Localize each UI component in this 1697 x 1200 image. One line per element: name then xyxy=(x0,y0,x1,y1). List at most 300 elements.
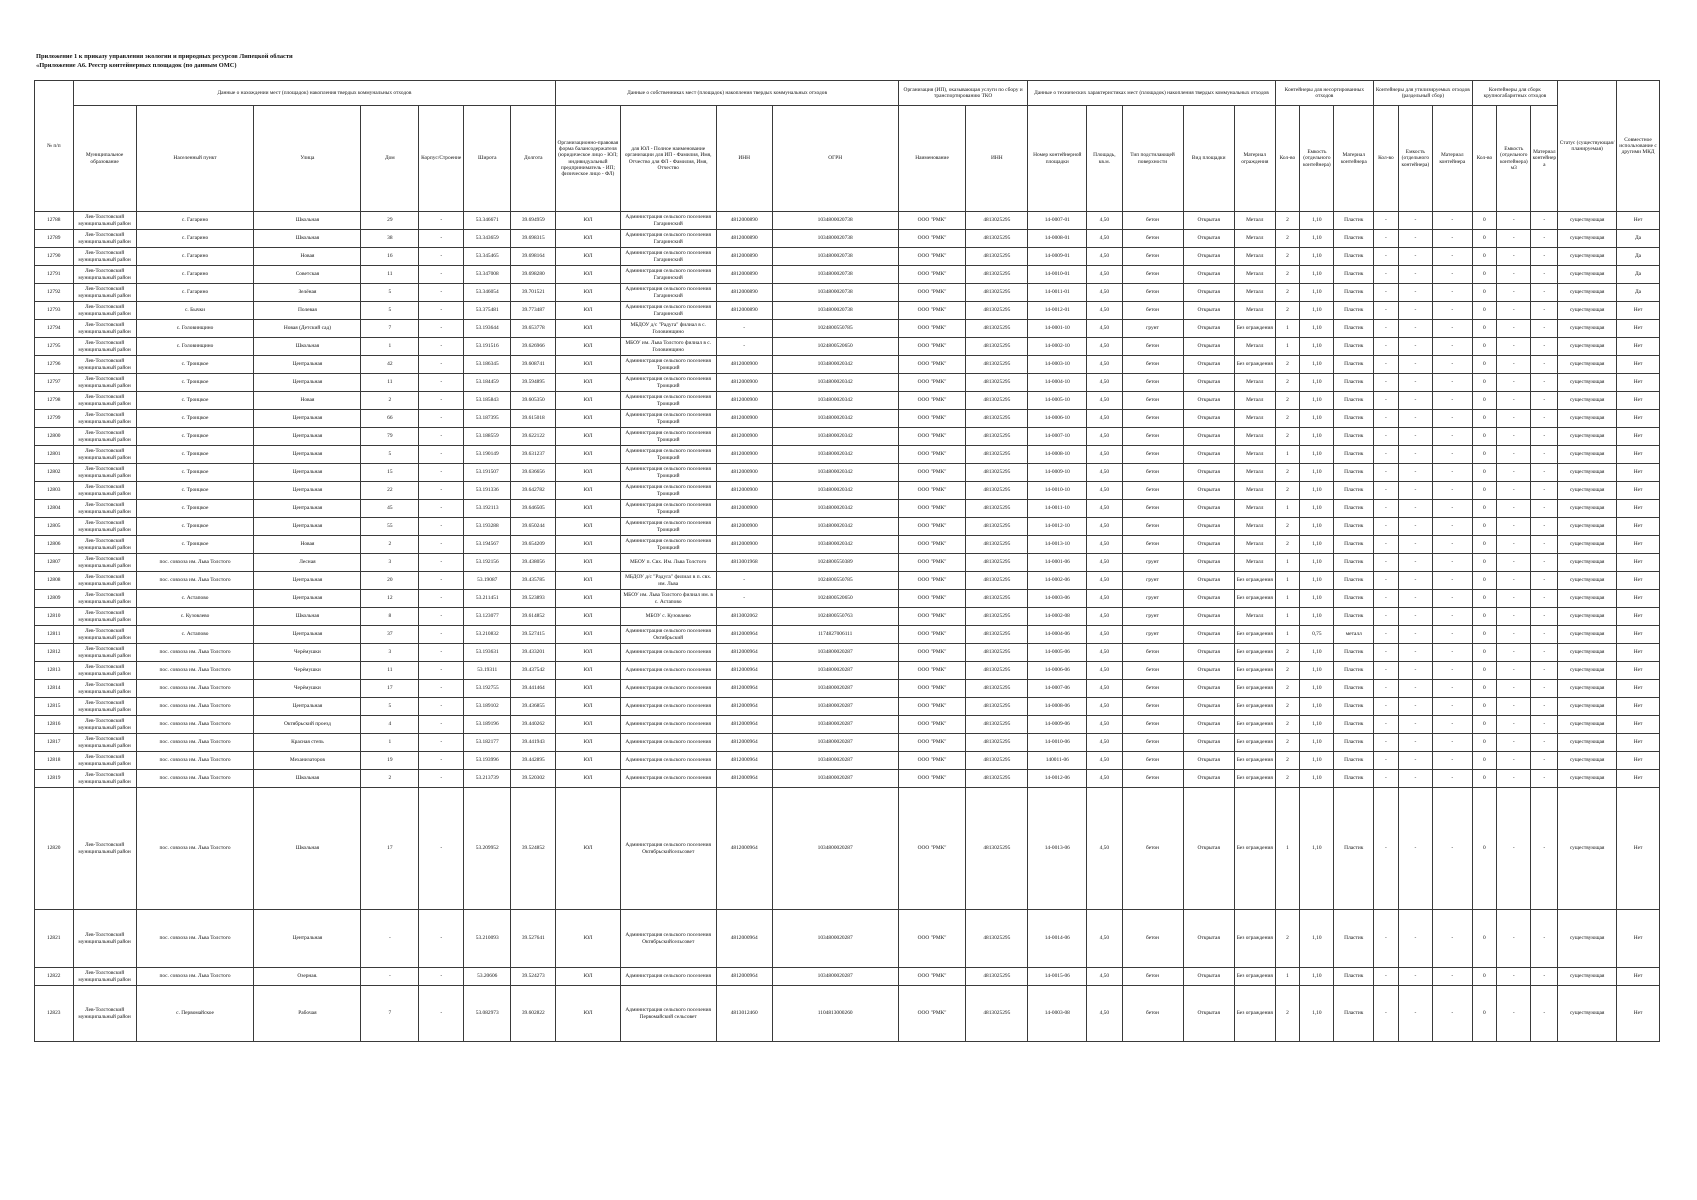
cell-longitude: 39.650244 xyxy=(511,518,556,536)
cell-owner-name: Администрация сельского поселения Троицкий xyxy=(620,410,716,428)
cell-owner-name: Администрация сельского поселения xyxy=(620,644,716,662)
cell-c1-material: Пластик xyxy=(1334,266,1374,284)
cell-c1-volume: 1,10 xyxy=(1300,554,1334,572)
cell-org-inn: 4813025295 xyxy=(966,788,1028,910)
cell-c1-material: Пластик xyxy=(1334,536,1374,554)
group-owners: Данные о собственниках мест (площадок) накопления твердых коммунальных отходов xyxy=(556,81,899,106)
cell-site-type: Открытая xyxy=(1183,428,1234,446)
cell-shared: Нет xyxy=(1617,392,1660,410)
cell-owner-name: Администрация сельского поселения Первомайский сельсовет xyxy=(620,986,716,1042)
cell-owner-name: Администрация сельского поселения Троицкий xyxy=(620,446,716,464)
table-row xyxy=(35,248,1660,266)
group-tech: Данные о технических характеристиках мест (площадок) накопления твердых коммунальных отходов xyxy=(1028,81,1275,106)
cell-surface: бетон xyxy=(1122,788,1183,910)
cell-c3-material: - xyxy=(1531,752,1558,770)
cell-row-number: 12813 xyxy=(35,662,74,680)
cell-c2-count: - xyxy=(1374,788,1399,910)
cell-c3-count: 0 xyxy=(1472,518,1497,536)
cell-org-name: ООО "РМК" xyxy=(898,554,965,572)
cell-c3-count: 0 xyxy=(1472,392,1497,410)
table-row xyxy=(35,356,1660,374)
cell-c2-material: - xyxy=(1432,644,1472,662)
cell-row-number: 12823 xyxy=(35,986,74,1042)
cell-owner-name: Администрация сельского поселения xyxy=(620,770,716,788)
cell-c2-volume: - xyxy=(1398,986,1432,1042)
cell-c2-count: - xyxy=(1374,752,1399,770)
cell-municipality: Лев-Толстовский муниципальный район xyxy=(73,698,136,716)
cell-building: - xyxy=(419,536,464,554)
cell-c1-volume: 1,10 xyxy=(1300,770,1334,788)
cell-site-number: 14-0012-01 xyxy=(1028,302,1087,320)
cell-ogrn: 1034800020287 xyxy=(772,788,898,910)
cell-settlement: с. Гагарино xyxy=(136,248,254,266)
cell-c1-material: Пластик xyxy=(1334,968,1374,986)
cell-row-number: 12812 xyxy=(35,644,74,662)
cell-area: 4,50 xyxy=(1087,464,1122,482)
cell-site-number: 14-0007-01 xyxy=(1028,212,1087,230)
cell-row-number: 12795 xyxy=(35,338,74,356)
cell-c1-material: Пластик xyxy=(1334,410,1374,428)
cell-c2-volume: - xyxy=(1398,662,1432,680)
cell-status: существующая xyxy=(1558,910,1617,968)
cell-c3-count: 0 xyxy=(1472,266,1497,284)
group-location: Данные о нахождении мест (площадок) накопления твердых коммунальных отходов xyxy=(73,81,556,106)
cell-c1-material: Пластик xyxy=(1334,662,1374,680)
cell-settlement: с. Первомайское xyxy=(136,986,254,1042)
cell-area: 4,50 xyxy=(1087,554,1122,572)
cell-org-name: ООО "РМК" xyxy=(898,302,965,320)
cell-area: 4,50 xyxy=(1087,968,1122,986)
cell-municipality: Лев-Толстовский муниципальный район xyxy=(73,284,136,302)
cell-building: - xyxy=(419,266,464,284)
cell-c2-material: - xyxy=(1432,284,1472,302)
cell-street: Центральная xyxy=(254,356,361,374)
cell-ogrn: 1024800550785 xyxy=(772,320,898,338)
cell-c1-volume: 1,10 xyxy=(1300,968,1334,986)
cell-ogrn: 1034800020342 xyxy=(772,428,898,446)
cell-street: Черёмушки xyxy=(254,662,361,680)
cell-area: 4,50 xyxy=(1087,734,1122,752)
cell-c1-volume: 1,10 xyxy=(1300,590,1334,608)
cell-fence-material: Металл xyxy=(1234,392,1275,410)
cell-row-number: 12806 xyxy=(35,536,74,554)
cell-c3-count: 0 xyxy=(1472,428,1497,446)
cell-site-number: 14-0005-10 xyxy=(1028,392,1087,410)
cell-surface: бетон xyxy=(1122,338,1183,356)
cell-street: Центральная xyxy=(254,910,361,968)
cell-owner-name: Администрация сельского поселения Троицкий xyxy=(620,356,716,374)
cell-owner-name: Администрация сельского поселения Троицкий xyxy=(620,482,716,500)
cell-surface: бетон xyxy=(1122,212,1183,230)
cell-site-number: 14-0009-01 xyxy=(1028,248,1087,266)
cell-c2-material: - xyxy=(1432,482,1472,500)
cell-settlement: с. Троицкое xyxy=(136,410,254,428)
cell-municipality: Лев-Толстовский муниципальный район xyxy=(73,266,136,284)
cell-c3-volume: - xyxy=(1497,788,1531,910)
cell-ogrn: 1024800520650 xyxy=(772,590,898,608)
cell-longitude: 39.524852 xyxy=(511,788,556,910)
cell-c1-material: Пластик xyxy=(1334,320,1374,338)
cell-latitude: 53.191336 xyxy=(464,482,511,500)
cell-c1-count: 2 xyxy=(1275,986,1300,1042)
cell-ogrn: 1034800020342 xyxy=(772,446,898,464)
cell-site-number: 14-0010-10 xyxy=(1028,482,1087,500)
cell-status: существующая xyxy=(1558,752,1617,770)
cell-c1-count: 2 xyxy=(1275,536,1300,554)
cell-c3-material: - xyxy=(1531,518,1558,536)
cell-status: существующая xyxy=(1558,986,1617,1042)
cell-municipality: Лев-Толстовский муниципальный район xyxy=(73,662,136,680)
cell-owner-name: Администрация сельского поселения Октябрьскийсельсовет xyxy=(620,788,716,910)
cell-legal-form: ЮЛ xyxy=(556,500,620,518)
cell-settlement: пос. совхоза им. Льва Толстого xyxy=(136,752,254,770)
cell-surface: грунт xyxy=(1122,320,1183,338)
cell-building: - xyxy=(419,446,464,464)
cell-house: 7 xyxy=(361,320,419,338)
table-row xyxy=(35,572,1660,590)
cell-row-number: 12820 xyxy=(35,788,74,910)
cell-org-inn: 4813025295 xyxy=(966,986,1028,1042)
cell-fence-material: Без ограждения xyxy=(1234,788,1275,910)
col-c1-volume: Емкость (отдельного контейнера) xyxy=(1300,106,1334,212)
cell-site-number: 14-0004-06 xyxy=(1028,626,1087,644)
cell-area: 4,50 xyxy=(1087,212,1122,230)
cell-c1-material: Пластик xyxy=(1334,644,1374,662)
cell-street: Школьная xyxy=(254,230,361,248)
cell-ogrn: 1034800020342 xyxy=(772,392,898,410)
cell-surface: бетон xyxy=(1122,536,1183,554)
cell-house: 2 xyxy=(361,536,419,554)
cell-surface: бетон xyxy=(1122,698,1183,716)
cell-longitude: 39.698164 xyxy=(511,248,556,266)
cell-org-name: ООО "РМК" xyxy=(898,680,965,698)
cell-shared: Нет xyxy=(1617,428,1660,446)
cell-longitude: 39.441943 xyxy=(511,734,556,752)
cell-legal-form: ЮЛ xyxy=(556,986,620,1042)
cell-inn: 4812000900 xyxy=(716,392,772,410)
cell-shared: Нет xyxy=(1617,662,1660,680)
cell-ogrn: 1034800020342 xyxy=(772,482,898,500)
cell-c3-volume: - xyxy=(1497,500,1531,518)
cell-surface: бетон xyxy=(1122,518,1183,536)
cell-row-number: 12803 xyxy=(35,482,74,500)
cell-longitude: 39.440262 xyxy=(511,716,556,734)
cell-site-number: 14-0007-10 xyxy=(1028,428,1087,446)
cell-house: 19 xyxy=(361,752,419,770)
cell-area: 4,50 xyxy=(1087,518,1122,536)
cell-c3-material: - xyxy=(1531,626,1558,644)
cell-c1-volume: 1,10 xyxy=(1300,608,1334,626)
cell-longitude: 39.433201 xyxy=(511,644,556,662)
cell-fence-material: Металл xyxy=(1234,518,1275,536)
cell-org-inn: 4813025295 xyxy=(966,230,1028,248)
cell-legal-form: ЮЛ xyxy=(556,734,620,752)
cell-fence-material: Без ограждения xyxy=(1234,986,1275,1042)
cell-street: Школьная xyxy=(254,338,361,356)
cell-owner-name: Администрация сельского поселения Гагаринский xyxy=(620,266,716,284)
cell-inn: 4812000900 xyxy=(716,428,772,446)
cell-org-inn: 4813025295 xyxy=(966,968,1028,986)
cell-status: существующая xyxy=(1558,698,1617,716)
cell-house: 22 xyxy=(361,482,419,500)
cell-c3-volume: - xyxy=(1497,482,1531,500)
cell-inn: 4813002062 xyxy=(716,608,772,626)
cell-c2-material: - xyxy=(1432,698,1472,716)
cell-c3-material: - xyxy=(1531,554,1558,572)
cell-c3-count: 0 xyxy=(1472,536,1497,554)
cell-c2-material: - xyxy=(1432,770,1472,788)
cell-ogrn: 1024800520650 xyxy=(772,338,898,356)
cell-c1-count: 2 xyxy=(1275,302,1300,320)
cell-c2-volume: - xyxy=(1398,590,1432,608)
cell-shared: Нет xyxy=(1617,626,1660,644)
cell-house: 1 xyxy=(361,734,419,752)
cell-c2-count: - xyxy=(1374,212,1399,230)
cell-c2-count: - xyxy=(1374,374,1399,392)
cell-street: Центральная xyxy=(254,446,361,464)
cell-shared: Нет xyxy=(1617,464,1660,482)
cell-municipality: Лев-Толстовский муниципальный район xyxy=(73,968,136,986)
cell-fence-material: Металл xyxy=(1234,266,1275,284)
cell-shared: Да xyxy=(1617,284,1660,302)
table-row xyxy=(35,752,1660,770)
cell-c1-volume: 1,10 xyxy=(1300,536,1334,554)
cell-longitude: 39.602822 xyxy=(511,986,556,1042)
cell-c3-count: 0 xyxy=(1472,986,1497,1042)
cell-ogrn: 1034800020342 xyxy=(772,500,898,518)
cell-c2-volume: - xyxy=(1398,248,1432,266)
cell-latitude: 53.19087 xyxy=(464,572,511,590)
cell-building: - xyxy=(419,752,464,770)
cell-c2-material: - xyxy=(1432,356,1472,374)
cell-latitude: 53.182177 xyxy=(464,734,511,752)
cell-row-number: 12790 xyxy=(35,248,74,266)
cell-legal-form: ЮЛ xyxy=(556,230,620,248)
cell-c1-material: Пластик xyxy=(1334,482,1374,500)
cell-c1-material: Пластик xyxy=(1334,788,1374,910)
cell-area: 4,50 xyxy=(1087,410,1122,428)
cell-settlement: с. Троицкое xyxy=(136,356,254,374)
cell-shared: Нет xyxy=(1617,536,1660,554)
cell-c1-volume: 1,10 xyxy=(1300,644,1334,662)
cell-org-name: ООО "РМК" xyxy=(898,320,965,338)
cell-org-inn: 4813025295 xyxy=(966,680,1028,698)
cell-building: - xyxy=(419,680,464,698)
cell-c2-count: - xyxy=(1374,446,1399,464)
cell-site-type: Открытая xyxy=(1183,374,1234,392)
cell-c2-material: - xyxy=(1432,716,1472,734)
cell-latitude: 53.19311 xyxy=(464,662,511,680)
cell-c3-count: 0 xyxy=(1472,446,1497,464)
cell-c3-material: - xyxy=(1531,248,1558,266)
cell-c3-material: - xyxy=(1531,662,1558,680)
cell-inn: 4812000890 xyxy=(716,248,772,266)
cell-status: существующая xyxy=(1558,572,1617,590)
cell-org-name: ООО "РМК" xyxy=(898,410,965,428)
cell-row-number: 12805 xyxy=(35,518,74,536)
cell-inn: - xyxy=(716,590,772,608)
col-fence-material: Материал ограждения xyxy=(1234,106,1275,212)
cell-c2-volume: - xyxy=(1398,716,1432,734)
header-line-1: Приложение 1 к приказу управления экологии и природных ресурсов Липецкой области xyxy=(36,53,293,60)
cell-org-inn: 4813025295 xyxy=(966,734,1028,752)
cell-org-name: ООО "РМК" xyxy=(898,446,965,464)
cell-municipality: Лев-Толстовский муниципальный район xyxy=(73,428,136,446)
cell-c1-count: 2 xyxy=(1275,662,1300,680)
table-row xyxy=(35,338,1660,356)
table-row xyxy=(35,986,1660,1042)
cell-c1-material: Пластик xyxy=(1334,464,1374,482)
cell-site-number: 14-0013-10 xyxy=(1028,536,1087,554)
cell-org-inn: 4813025295 xyxy=(966,572,1028,590)
cell-row-number: 12807 xyxy=(35,554,74,572)
cell-site-number: 14-0008-10 xyxy=(1028,446,1087,464)
cell-c3-material: - xyxy=(1531,464,1558,482)
cell-c2-count: - xyxy=(1374,770,1399,788)
cell-site-number: 14-0014-06 xyxy=(1028,910,1087,968)
cell-c1-material: Пластик xyxy=(1334,230,1374,248)
cell-row-number: 12802 xyxy=(35,464,74,482)
cell-latitude: 53.082973 xyxy=(464,986,511,1042)
cell-org-name: ООО "РМК" xyxy=(898,428,965,446)
cell-site-type: Открытая xyxy=(1183,518,1234,536)
cell-fence-material: Металл xyxy=(1234,500,1275,518)
cell-c2-count: - xyxy=(1374,968,1399,986)
cell-row-number: 12816 xyxy=(35,716,74,734)
cell-inn: 4812000964 xyxy=(716,644,772,662)
cell-c3-volume: - xyxy=(1497,248,1531,266)
cell-c3-count: 0 xyxy=(1472,590,1497,608)
cell-c1-count: 1 xyxy=(1275,446,1300,464)
cell-street: Новая xyxy=(254,248,361,266)
cell-building: - xyxy=(419,284,464,302)
cell-area: 4,50 xyxy=(1087,482,1122,500)
cell-shared: Нет xyxy=(1617,518,1660,536)
cell-house: 2 xyxy=(361,392,419,410)
cell-c3-count: 0 xyxy=(1472,716,1497,734)
cell-org-name: ООО "РМК" xyxy=(898,248,965,266)
cell-c1-volume: 1,10 xyxy=(1300,518,1334,536)
cell-status: существующая xyxy=(1558,284,1617,302)
cell-c2-material: - xyxy=(1432,662,1472,680)
cell-c1-volume: 1,10 xyxy=(1300,464,1334,482)
cell-row-number: 12811 xyxy=(35,626,74,644)
cell-org-inn: 4813025295 xyxy=(966,626,1028,644)
cell-org-name: ООО "РМК" xyxy=(898,590,965,608)
cell-house: 45 xyxy=(361,500,419,518)
registry-table xyxy=(34,80,1660,1042)
table-row xyxy=(35,428,1660,446)
cell-building: - xyxy=(419,356,464,374)
cell-c1-material: Пластик xyxy=(1334,698,1374,716)
cell-municipality: Лев-Толстовский муниципальный район xyxy=(73,770,136,788)
cell-c1-count: 2 xyxy=(1275,698,1300,716)
cell-fence-material: Без ограждения xyxy=(1234,968,1275,986)
cell-shared: Нет xyxy=(1617,644,1660,662)
cell-c2-material: - xyxy=(1432,910,1472,968)
cell-shared: Нет xyxy=(1617,590,1660,608)
cell-owner-name: Администрация сельского поселения xyxy=(620,734,716,752)
cell-row-number: 12815 xyxy=(35,698,74,716)
cell-building: - xyxy=(419,770,464,788)
cell-c1-volume: 1,10 xyxy=(1300,338,1334,356)
cell-longitude: 39.701521 xyxy=(511,284,556,302)
cell-area: 4,50 xyxy=(1087,590,1122,608)
cell-ogrn: 1034800020287 xyxy=(772,752,898,770)
cell-site-number: 14-0001-10 xyxy=(1028,320,1087,338)
cell-surface: бетон xyxy=(1122,986,1183,1042)
cell-c3-count: 0 xyxy=(1472,608,1497,626)
cell-area: 4,50 xyxy=(1087,770,1122,788)
cell-c1-count: 1 xyxy=(1275,572,1300,590)
cell-c3-volume: - xyxy=(1497,410,1531,428)
cell-c1-volume: 1,10 xyxy=(1300,302,1334,320)
cell-c1-volume: 1,10 xyxy=(1300,356,1334,374)
cell-area: 4,50 xyxy=(1087,626,1122,644)
cell-ogrn: 1034800020287 xyxy=(772,698,898,716)
cell-c1-count: 2 xyxy=(1275,284,1300,302)
cell-c1-count: 2 xyxy=(1275,518,1300,536)
cell-c3-count: 0 xyxy=(1472,572,1497,590)
cell-legal-form: ЮЛ xyxy=(556,302,620,320)
cell-municipality: Лев-Толстовский муниципальный район xyxy=(73,338,136,356)
cell-c3-material: - xyxy=(1531,446,1558,464)
cell-site-type: Открытая xyxy=(1183,752,1234,770)
cell-inn: 4812000890 xyxy=(716,302,772,320)
cell-building: - xyxy=(419,500,464,518)
cell-c1-volume: 1,10 xyxy=(1300,320,1334,338)
cell-status: существующая xyxy=(1558,410,1617,428)
cell-settlement: с. Троицкое xyxy=(136,482,254,500)
cell-legal-form: ЮЛ xyxy=(556,248,620,266)
cell-site-number: 14-0015-06 xyxy=(1028,968,1087,986)
cell-fence-material: Металл xyxy=(1234,374,1275,392)
table-row xyxy=(35,266,1660,284)
cell-c3-material: - xyxy=(1531,266,1558,284)
cell-latitude: 53.343659 xyxy=(464,230,511,248)
cell-c2-material: - xyxy=(1432,248,1472,266)
cell-settlement: пос. совхоза им. Льва Толстого xyxy=(136,968,254,986)
cell-c2-count: - xyxy=(1374,482,1399,500)
cell-site-number: 14-0002-08 xyxy=(1028,608,1087,626)
cell-c2-material: - xyxy=(1432,788,1472,910)
cell-municipality: Лев-Толстовский муниципальный район xyxy=(73,644,136,662)
cell-legal-form: ЮЛ xyxy=(556,266,620,284)
cell-c2-volume: - xyxy=(1398,338,1432,356)
cell-ogrn: 1024800550389 xyxy=(772,554,898,572)
cell-municipality: Лев-Толстовский муниципальный район xyxy=(73,734,136,752)
header-line-2: «Приложение А6. Реестр контейнерных площадок (по данным ОМС) xyxy=(36,62,237,69)
cell-c2-count: - xyxy=(1374,464,1399,482)
cell-ogrn: 1034800020287 xyxy=(772,968,898,986)
cell-latitude: 53.187395 xyxy=(464,410,511,428)
cell-status: существующая xyxy=(1558,248,1617,266)
cell-latitude: 53.192755 xyxy=(464,680,511,698)
cell-row-number: 12791 xyxy=(35,266,74,284)
col-municipality: Муниципальное образование xyxy=(73,106,136,212)
cell-legal-form: ЮЛ xyxy=(556,770,620,788)
cell-building: - xyxy=(419,392,464,410)
table-row xyxy=(35,644,1660,662)
cell-inn: 4813012460 xyxy=(716,986,772,1042)
cell-house: 20 xyxy=(361,572,419,590)
cell-latitude: 53.210832 xyxy=(464,626,511,644)
cell-c3-count: 0 xyxy=(1472,284,1497,302)
cell-c1-volume: 1,10 xyxy=(1300,266,1334,284)
cell-area: 4,50 xyxy=(1087,338,1122,356)
cell-longitude: 39.520302 xyxy=(511,770,556,788)
cell-owner-name: Администрация сельского поселения Гагаринский xyxy=(620,284,716,302)
